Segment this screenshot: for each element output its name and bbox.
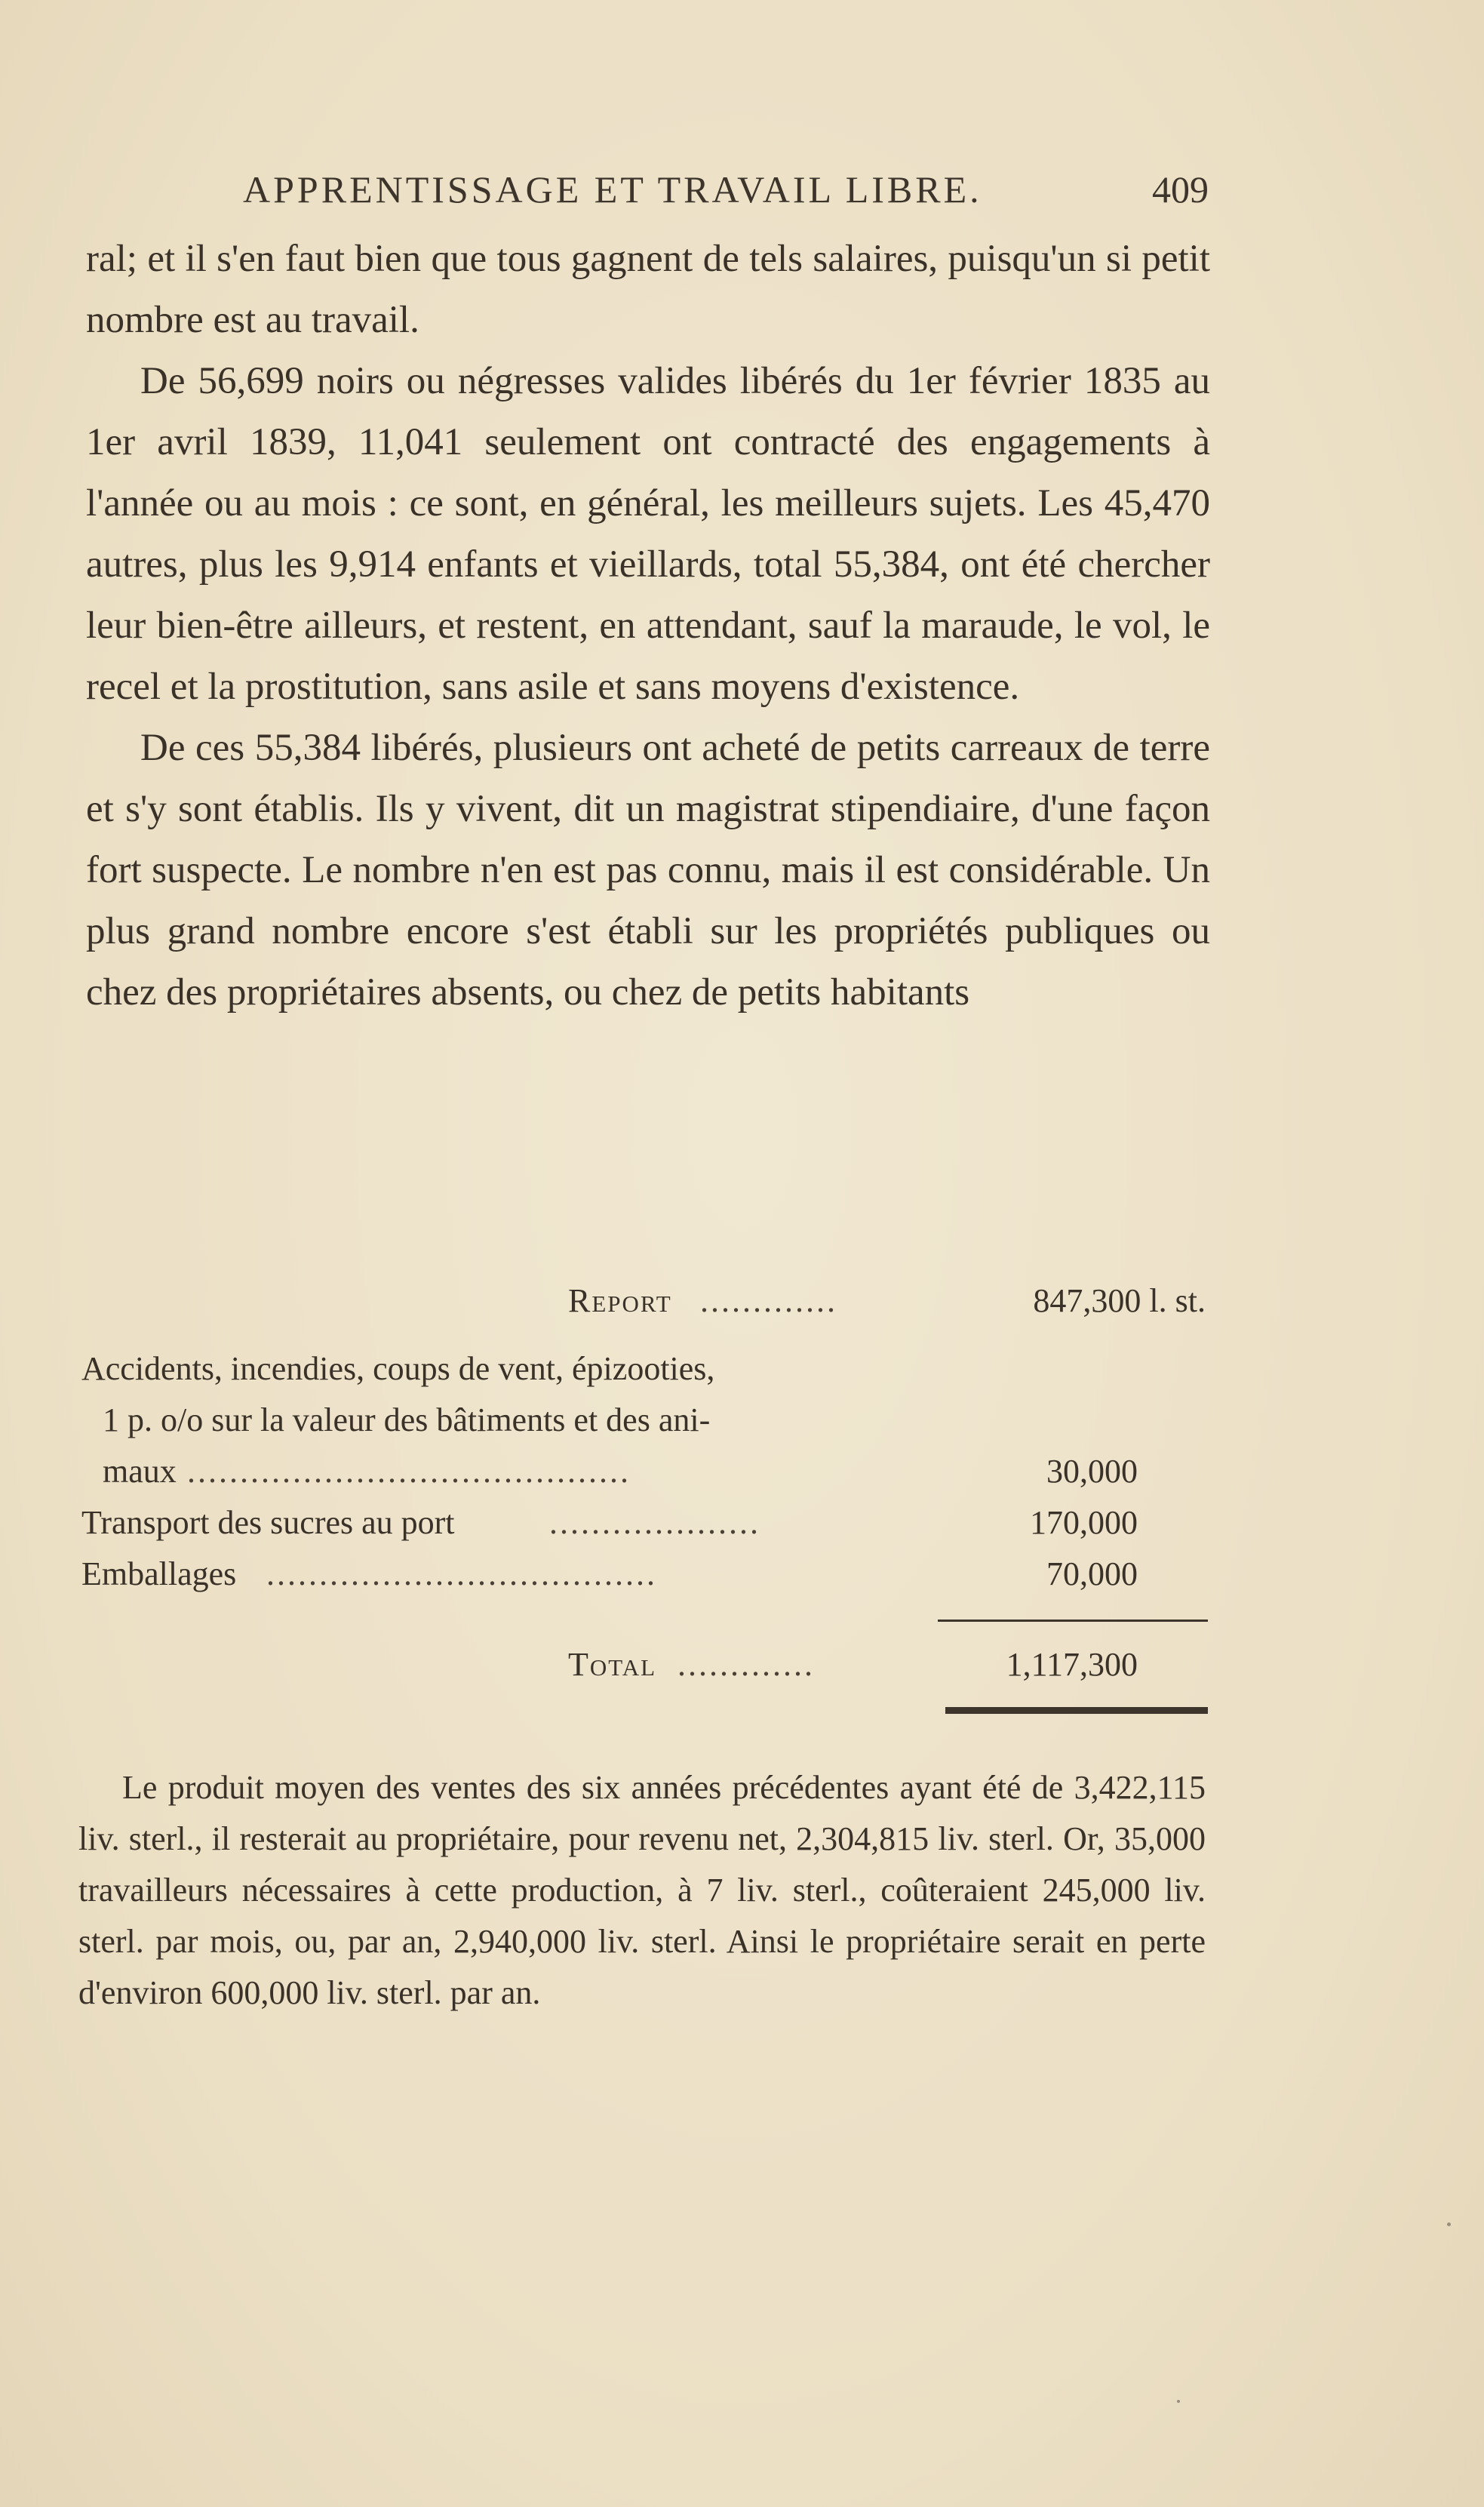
row-value: 30,000 <box>1046 1453 1138 1490</box>
row-label: Transport des sucres au port <box>81 1504 455 1541</box>
row-value: 170,000 <box>1030 1504 1138 1541</box>
row-label-line-2: 1 p. o/o sur la valeur des bâtiments et des ani- <box>103 1401 711 1438</box>
footnote <box>78 1762 1206 2019</box>
leader-dots: ..................................... <box>266 1555 657 1592</box>
report-row <box>81 1275 1206 1327</box>
row-value: 70,000 <box>1046 1555 1138 1592</box>
running-title: APPRENTISSAGE ET TRAVAIL LIBRE. <box>243 168 982 211</box>
cost-table <box>81 1275 1206 1721</box>
sum-rule <box>938 1620 1208 1622</box>
report-label: Report <box>568 1282 672 1319</box>
leader-dots: .................... <box>549 1504 760 1541</box>
body-text <box>86 229 1210 1023</box>
total-rule <box>945 1707 1208 1714</box>
row-label-line-3: maux <box>103 1453 177 1490</box>
paper-speck <box>1447 2222 1451 2226</box>
table-row-accidents <box>81 1343 1206 1497</box>
running-header <box>243 168 1209 220</box>
row-label: Emballages <box>81 1555 237 1592</box>
row-label-line-1: Accidents, incendies, coups de vent, épizooties, <box>81 1350 715 1387</box>
paragraph-1: ral; et il s'en faut bien que tous gagnent de tels salaires, puisqu'un si petit nombre est au travail. <box>86 238 1210 341</box>
table-row-transport <box>81 1497 1206 1549</box>
total-label: Total <box>568 1646 657 1683</box>
leader-dots: ............. <box>700 1282 837 1319</box>
paper-speck <box>1177 2400 1180 2403</box>
leader-dots: ............. <box>677 1646 815 1683</box>
report-value: 847,300 l. st. <box>1033 1282 1206 1319</box>
total-value: 1,117,300 <box>1006 1646 1138 1683</box>
page-number: 409 <box>1152 168 1209 211</box>
paragraph-2: De 56,699 noirs ou négresses valides libérés du 1er février 1835 au 1er avril 1839, 11,041 seulement ont contracté des engagements à l'année ou au mois : ce sont, en général, les meilleurs sujets. Les 45,470 autres, plus les 9,914 enfants et vieillards, total 55,384, ont été chercher leur bien-être ailleurs, et restent, en attendant, sauf la maraude, le vol, le recel et la prostitution, sans asile et sans moyens d'existence. <box>86 360 1210 708</box>
table-row-emballages <box>81 1549 1206 1600</box>
footnote-text: Le produit moyen des ventes des six années précédentes ayant été de 3,422,115 liv. sterl., il resterait au propriétaire, pour revenu net, 2,304,815 liv. sterl. Or, 35,000 travailleurs nécessaires à cette production, à 7 liv. sterl., coûteraient 245,000 liv. sterl. par mois, ou, par an, 2,940,000 liv. sterl. Ainsi le propriétaire serait en perte d'environ 600,000 liv. sterl. par an. <box>78 1769 1206 2011</box>
leader-dots: .......................................... <box>187 1453 631 1490</box>
paragraph-3: De ces 55,384 libérés, plusieurs ont acheté de petits carreaux de terre et s'y sont établis. Ils y vivent, dit un magistrat stipendiaire, d'une façon fort suspecte. Le nombre n'en est pas connu, mais il est considérable. Un plus grand nombre encore s'est établi sur les propriétés publiques ou chez des propriétaires absents, ou chez de petits habitants <box>86 727 1210 1014</box>
total-row <box>81 1639 1206 1690</box>
